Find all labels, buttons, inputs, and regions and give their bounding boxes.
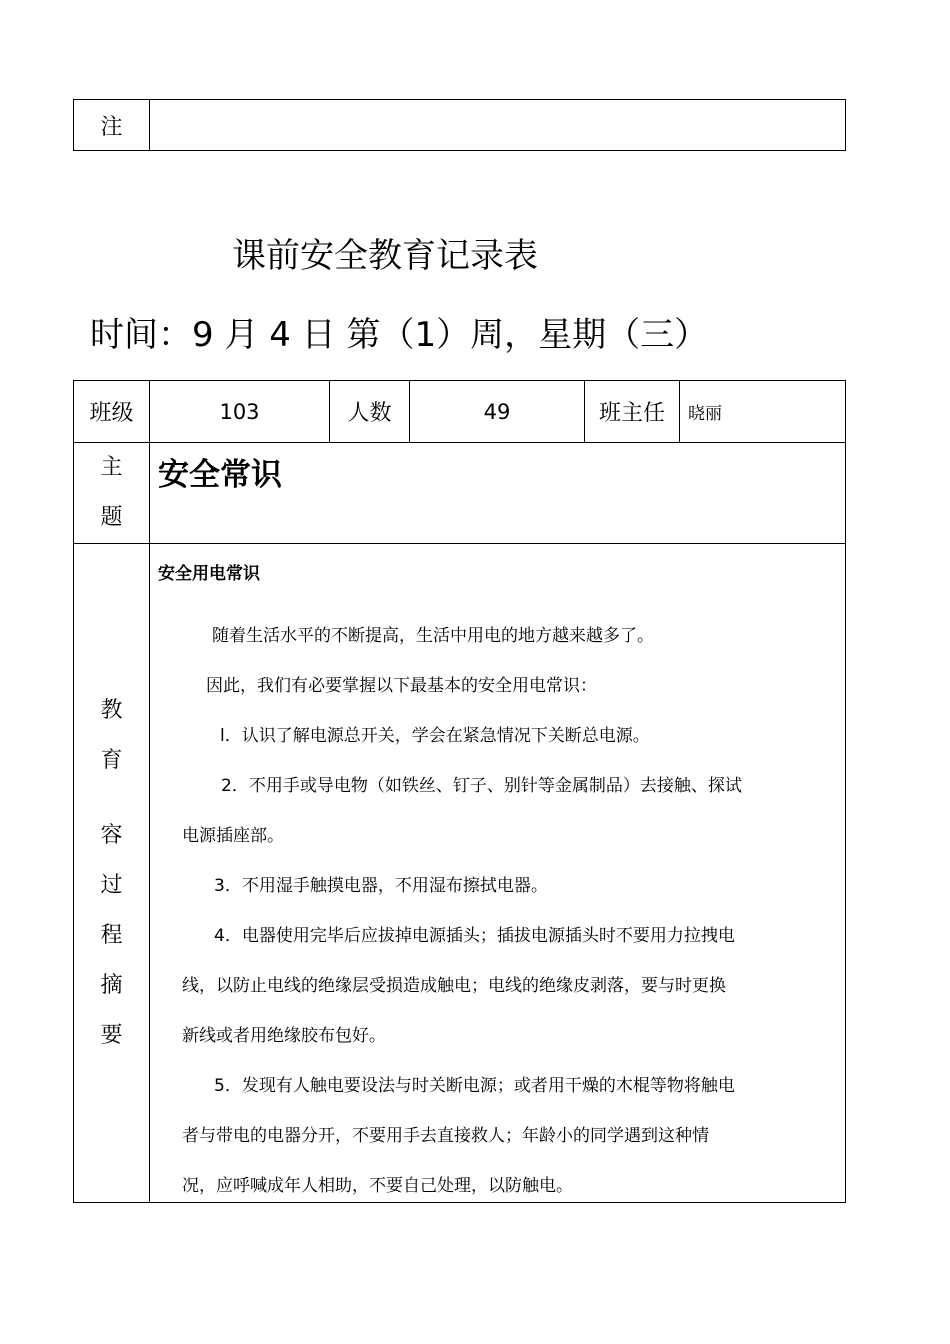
teacher-label: 班主任	[585, 381, 680, 443]
note-table	[73, 99, 846, 151]
content-line: 2．不用手或导电物（如铁丝、钉子、别针等金属制品）去接触、探试	[221, 776, 742, 796]
content-heading: 安全用电常识	[158, 564, 260, 584]
content-line: 线，以防止电线的绝缘层受损造成触电；电线的绝缘皮剥落，要与时更换	[182, 976, 726, 996]
count-value: 49	[410, 381, 585, 443]
content-label-char: 育	[100, 747, 123, 773]
content-label	[74, 544, 150, 1203]
info-row	[74, 381, 846, 443]
content-line: 4．电器使用完毕后应拔掉电源插头；插拔电源插头时不要用力拉拽电	[214, 926, 735, 946]
record-table	[73, 380, 846, 1203]
topic-label-char: 题	[100, 505, 123, 530]
content-label-char: 教	[100, 697, 123, 723]
class-value: 103	[150, 381, 330, 443]
content-line: 3．不用湿手触摸电器，不用湿布擦拭电器。	[214, 876, 548, 896]
content-line: 5．发现有人触电要设法与时关断电源；或者用干燥的木棍等物将触电	[214, 1076, 735, 1096]
content-line: 新线或者用绝缘胶布包好。	[182, 1026, 386, 1046]
content-line: 因此，我们有必要掌握以下最基本的安全用电常识：	[206, 676, 597, 696]
content-label-char: 摘	[100, 972, 123, 998]
content-line: 电源插座部。	[182, 826, 284, 846]
page-title: 课前安全教育记录表	[232, 236, 538, 276]
content-label-char	[74, 786, 149, 811]
content-row	[74, 544, 846, 1203]
note-label: 注	[74, 100, 150, 151]
class-label: 班级	[74, 381, 150, 443]
topic-label	[74, 443, 150, 544]
topic-row	[74, 443, 846, 544]
content-line: 者与带电的电器分开，不要用手去直接救人；年龄小的同学遇到这种情	[182, 1126, 709, 1146]
content-label-char: 程	[100, 922, 123, 948]
content-body	[150, 544, 846, 1203]
topic-label-char: 主	[100, 455, 123, 480]
note-value	[150, 100, 846, 151]
content-label-char: 容	[100, 822, 123, 848]
time-line: 时间：9 月 4 日 第（1）周，星期（三）	[90, 315, 709, 355]
content-line: 况，应呼喊成年人相助，不要自己处理，以防触电。	[182, 1176, 573, 1196]
content-label-char: 要	[100, 1022, 123, 1048]
content-label-char: 过	[100, 872, 123, 898]
teacher-value: 晓丽	[680, 381, 846, 443]
topic-value: 安全常识	[150, 443, 846, 544]
content-line: l．认识了解电源总开关，学会在紧急情况下关断总电源。	[220, 726, 650, 746]
count-label: 人数	[330, 381, 410, 443]
content-line: 随着生活水平的不断提高，生活中用电的地方越来越多了。	[212, 626, 654, 646]
